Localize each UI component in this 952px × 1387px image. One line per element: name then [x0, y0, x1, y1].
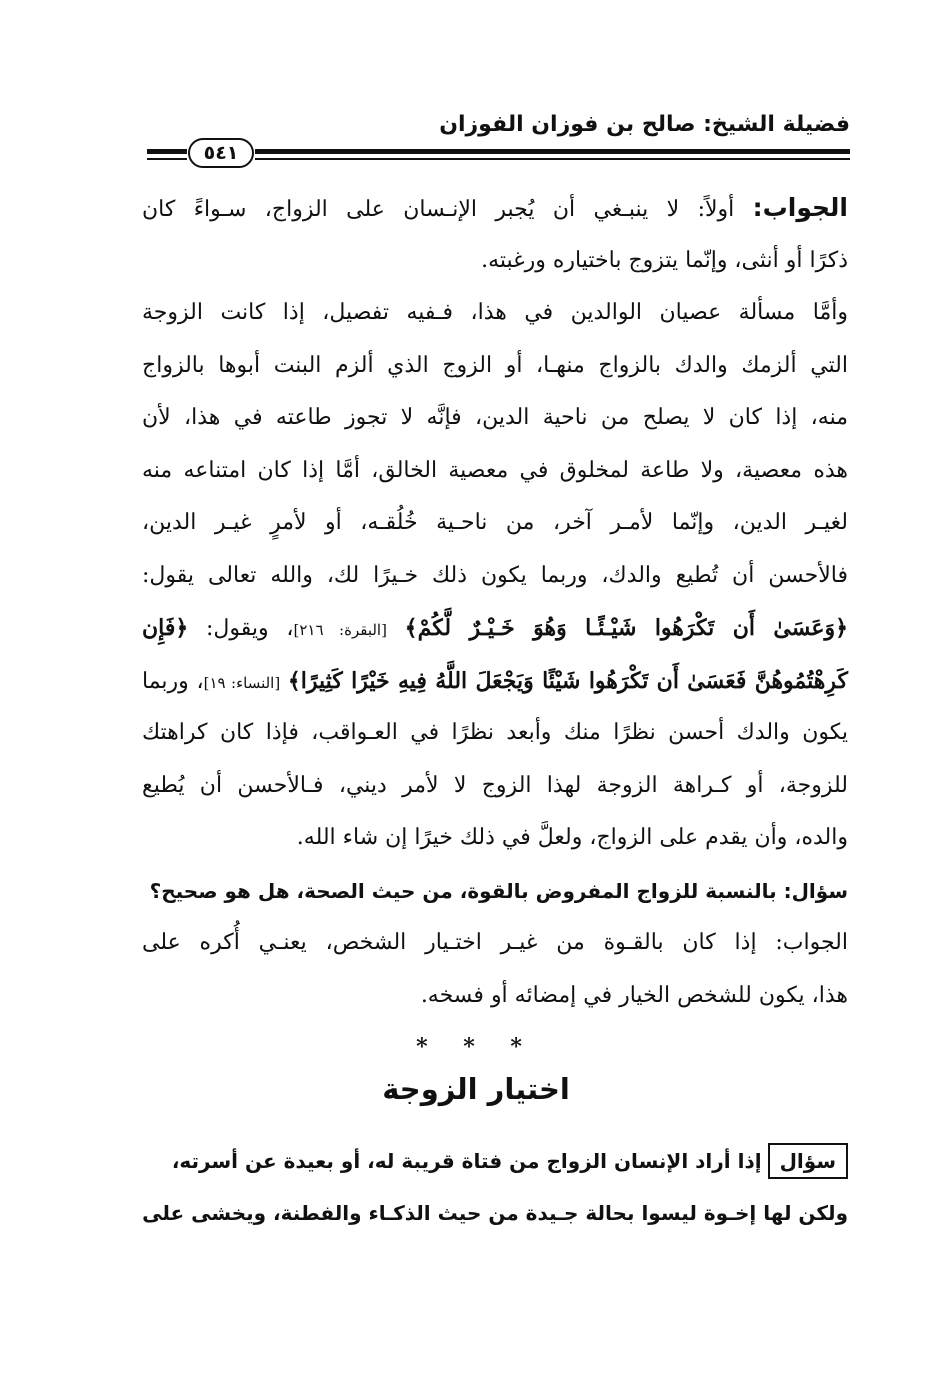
text-line: للزوجة، أو كـراهة الزوجة لهذا الزوج لا لأمر ديني، فـالأحسن أن يُطيع — [142, 772, 848, 798]
quran-verse: ﴿وَعَسَىٰ أَن تَكْرَهُوا شَيْـئًـا وَهُوَ خَـيْـرٌ لَّكُمْ﴾ — [404, 615, 848, 641]
text-line: ذكرًا أو أنثى، وإنّما يتزوج باختياره ورغبته. — [481, 247, 848, 273]
quran-verse: كَرِهْتُمُوهُنَّ فَعَسَىٰ أَن تَكْرَهُوا شَيْئًا وَيَجْعَلَ اللَّهُ فِيهِ خَيْرًا كَثِيرًا﴾ — [287, 667, 848, 694]
text-line: هذه معصية، ولا طاعة لمخلوق في معصية الخالق، أمَّا إذا كان امتناعه منه — [142, 457, 848, 483]
header-rule — [255, 149, 850, 154]
question-line: سؤال: بالنسبة للزواج المفروض بالقوة، من حيث الصحة، هل هو صحيح؟ — [149, 878, 848, 903]
text-run: أولاً: لا ينبـغي أن يُجبر الإنـسان على الزواج، سـواءً كان — [142, 197, 753, 222]
answer-label: الجواب: — [752, 193, 848, 222]
text-line: منه، إذا كان لا يصلح من ناحية الدين، فإنَّه لا تجوز طاعته في هذا، لأن — [142, 405, 848, 430]
verse-line — [142, 655, 848, 708]
question-line: ولكن لها إخـوة ليسوا بحالة جـيدة من حيث الذكـاء والفطنة، ويخشى على — [142, 1201, 848, 1225]
text-line: وأمَّا مسألة عصيان الوالدين في هذا، فـفيه تفصيل، إذا كانت الزوجة — [142, 300, 848, 325]
text-line: هذا، يكون للشخص الخيار في إمضائه أو فسخه. — [420, 982, 848, 1008]
verse-reference: [البقرة: ٢١٦] — [293, 621, 387, 639]
page-number: ٥٤١ — [188, 138, 254, 168]
header-rule-left-thin — [147, 158, 187, 160]
section-separator: * * * — [416, 1034, 536, 1060]
text-run: إذا أراد الإنسان الزواج من فتاة قريبة له، أو بعيدة عن أسرته، — [171, 1149, 762, 1173]
text-line: والده، وأن يقدم على الزواج، ولعلَّ في ذلك خيرًا إن شاء الله. — [296, 825, 848, 850]
header-rule-thin — [255, 158, 850, 160]
question-label-box: سؤال — [768, 1143, 848, 1179]
text-run: ، وربما — [142, 668, 204, 694]
text-run: ، ويقول: — [206, 616, 294, 641]
page-header-title: فضيلة الشيخ: صالح بن فوزان الفوزان — [439, 112, 850, 137]
header-rule-left — [147, 149, 187, 154]
text-line: التي ألزمك والدك بالزواج منهـا، أو الزوج الذي ألزم البنت أبوها بالزواج — [142, 352, 848, 378]
text-line: يكون والدك أحسن نظرًا منك وأبعد نظرًا في العـواقب، فإذا كان كراهتك — [142, 720, 848, 745]
verse-line — [142, 602, 848, 655]
text-line: لغيـر الدين، وإنّما لأمـر آخر، من ناحـية خُلُقـه، أو لأمرٍ غيـر الدين، — [142, 510, 848, 535]
body-text — [142, 182, 848, 1022]
quran-verse: ﴿فَإِن — [142, 615, 189, 641]
text-line: الجواب: إذا كان بالقـوة من غيـر اختـيار الشخص، يعنـي أُكره على — [142, 930, 848, 955]
question-block — [142, 1135, 848, 1239]
verse-reference: [النساء: ١٩] — [203, 673, 281, 692]
text-line: فالأحسن أن تُطيع والدك، وربما يكون ذلك خـيرًا لك، والله تعالى يقول: — [142, 562, 848, 588]
section-title: اختيار الزوجة — [382, 1072, 570, 1106]
text-line — [142, 182, 848, 235]
question-line — [142, 1135, 848, 1187]
